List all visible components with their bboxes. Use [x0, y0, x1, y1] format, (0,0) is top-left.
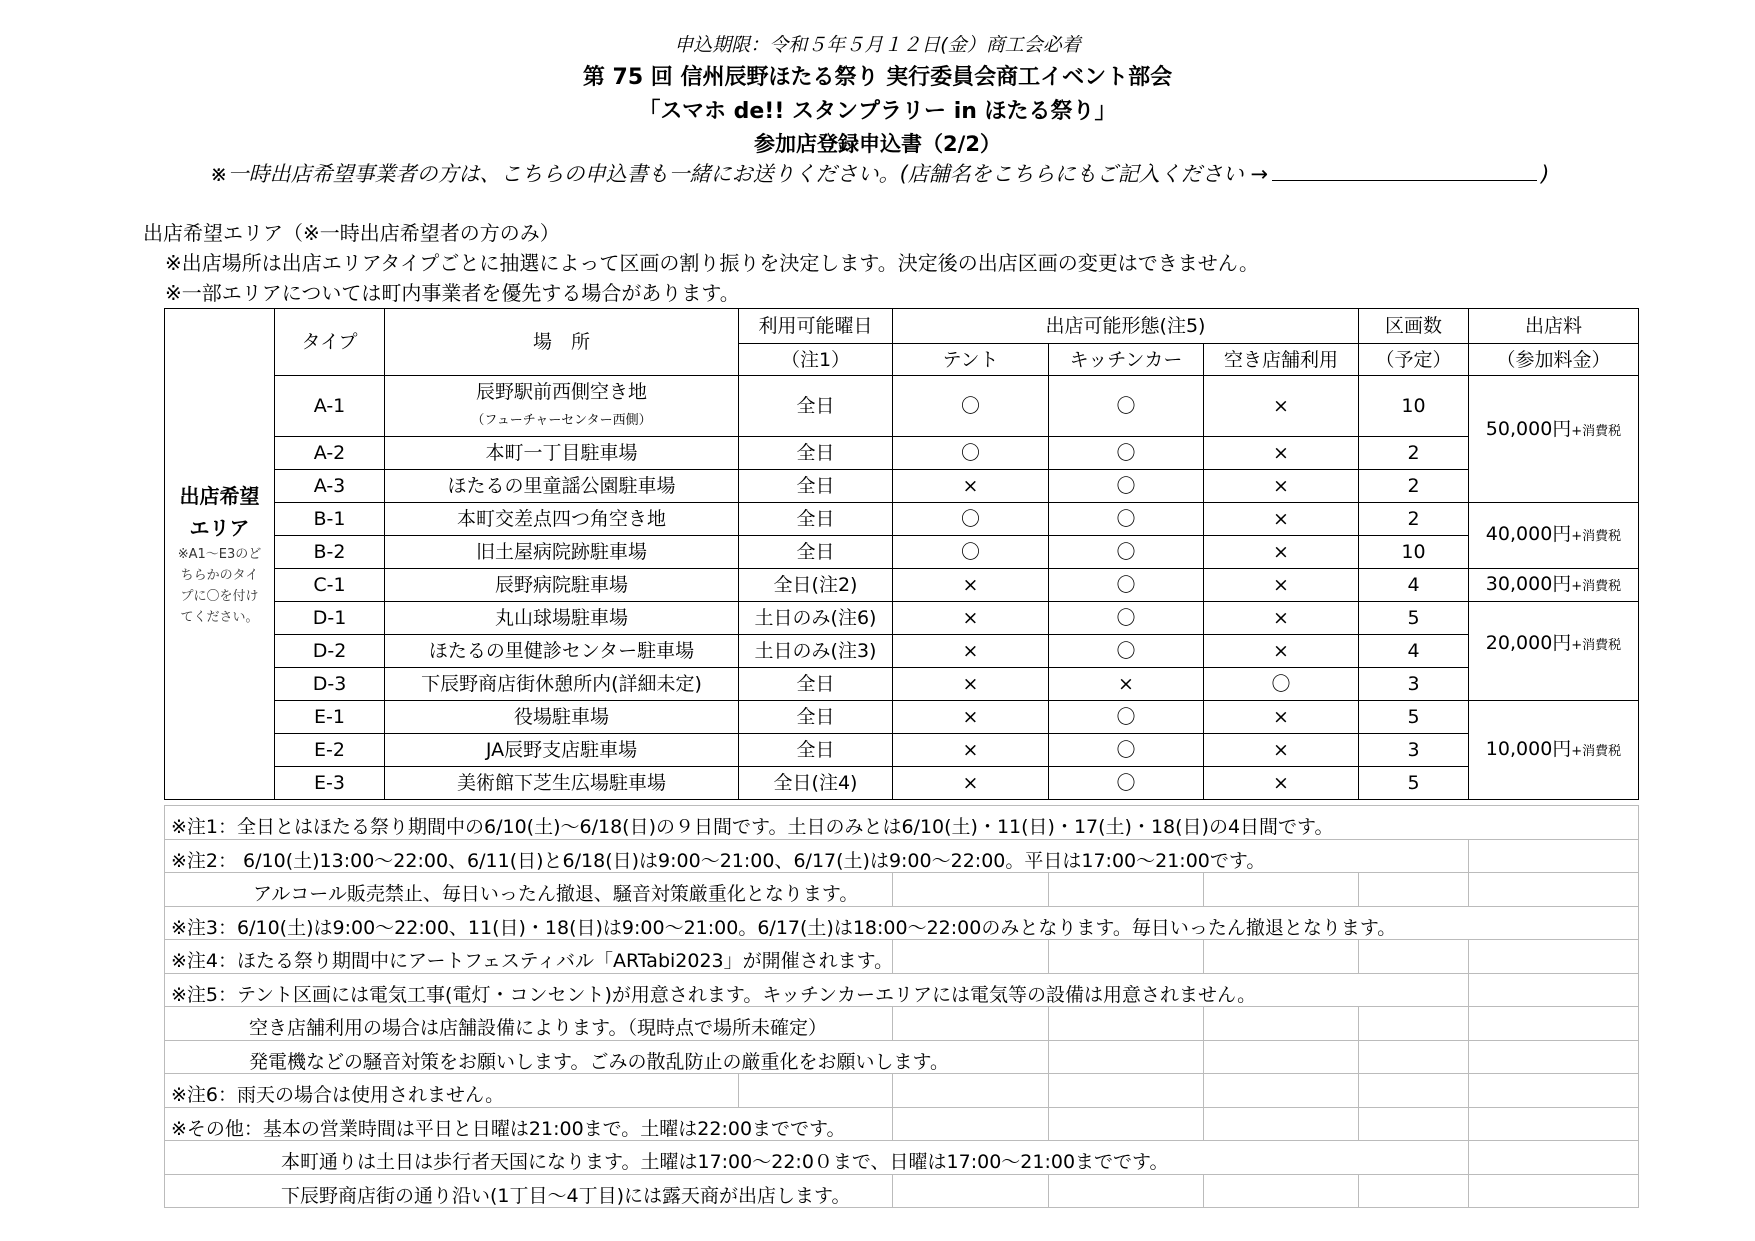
note-2: ※注2： 6/10(土)13:00〜22:00、6/11(日)と6/18(日)は9:00〜21:00、6/17(土)は9:00〜22:00。平日は17:00〜21:00です。 [165, 839, 1469, 873]
type-cell[interactable]: B-1 [275, 503, 385, 536]
count-cell: 3 [1359, 668, 1469, 701]
place-cell: ほたるの里健診センター駐車場 [385, 635, 739, 668]
kitchen-cell: 〇 [1049, 536, 1204, 569]
note-row [165, 873, 1639, 907]
header-place: 場 所 [385, 309, 739, 376]
stamp-rally-title: 「スマホ de!! スタンプラリー in ほたる祭り」 [638, 99, 1117, 124]
type-cell[interactable]: E-3 [275, 767, 385, 800]
place-cell: 本町交差点四つ角空き地 [385, 503, 739, 536]
header-fee-note: （参加料金） [1469, 344, 1639, 376]
header-fee: 出店料 [1469, 309, 1639, 344]
note-other-cont-2: 下辰野商店街の通り沿い(1丁目〜4丁目)には露天商が出店します。 [165, 1174, 893, 1208]
header-tent: テント [893, 344, 1049, 376]
days-cell: 全日 [739, 668, 893, 701]
area-table [164, 308, 1639, 800]
kitchen-cell: 〇 [1049, 701, 1204, 734]
note-other-cont-1: 本町通りは土日は歩行者天国になります。土曜は17:00〜22:0０まで、日曜は17:00〜21:00までです。 [165, 1141, 1469, 1175]
count-cell: 2 [1359, 470, 1469, 503]
table-row [165, 503, 1639, 536]
table-row [165, 536, 1639, 569]
note-4: ※注4：ほたる祭り期間中にアートフェスティバル「ARTabi2023」が開催されます。 [165, 940, 893, 974]
place-cell: 下辰野商店街休憩所内(詳細未定) [385, 668, 739, 701]
tent-cell: × [893, 767, 1049, 800]
note-2-cont: アルコール販売禁止、毎日いったん撤退、騒音対策厳重化となります。 [165, 873, 893, 907]
vacant-cell: × [1204, 437, 1359, 470]
type-cell[interactable]: D-2 [275, 635, 385, 668]
tent-cell: × [893, 668, 1049, 701]
table-row [165, 668, 1639, 701]
days-cell: 全日 [739, 734, 893, 767]
place-cell: 役場駐車場 [385, 701, 739, 734]
tent-cell: × [893, 569, 1049, 602]
days-cell: 全日(注2) [739, 569, 893, 602]
kitchen-cell: 〇 [1049, 437, 1204, 470]
note-5: ※注5：テント区画には電気工事(電灯・コンセント)が用意されます。キッチンカーエリアには電気等の設備は用意されません。 [165, 973, 1469, 1007]
vacant-cell: × [1204, 503, 1359, 536]
note-5-cont-2: 発電機などの騒音対策をお願いします。ごみの散乱防止の厳重化をお願いします。 [165, 1040, 1049, 1074]
type-cell[interactable]: A-2 [275, 437, 385, 470]
area-note-lottery: ※出店場所は出店エリアタイプごとに抽選によって区画の割り振りを決定します。決定後の出店区画の変更はできません。 [165, 251, 1259, 275]
type-cell[interactable]: D-3 [275, 668, 385, 701]
table-row [165, 437, 1639, 470]
header-days: 利用可能曜日 [739, 309, 893, 344]
note-row [165, 973, 1639, 1007]
note-row [165, 1141, 1639, 1175]
days-cell: 全日 [739, 503, 893, 536]
note-5-cont-1: 空き店舗利用の場合は店舗設備によります。（現時点で場所未確定） [165, 1007, 893, 1041]
instruction-text: ※一時出店希望事業者の方は、こちらの申込書も一緒にお送りください。(店舗名をこちらにもご記入ください → [210, 162, 1269, 186]
place-cell: 丸山球場駐車場 [385, 602, 739, 635]
note-row [165, 1040, 1639, 1074]
tent-cell: 〇 [893, 376, 1049, 437]
place-cell: 辰野病院駐車場 [385, 569, 739, 602]
tent-cell: 〇 [893, 536, 1049, 569]
tent-cell: × [893, 602, 1049, 635]
note-row [165, 1074, 1639, 1108]
type-cell[interactable]: B-2 [275, 536, 385, 569]
vacant-cell: × [1204, 470, 1359, 503]
days-cell: 全日 [739, 536, 893, 569]
days-cell: 土日のみ(注3) [739, 635, 893, 668]
note-row [165, 940, 1639, 974]
header-count: 区画数 [1359, 309, 1469, 344]
header-days-note: （注1） [739, 344, 893, 376]
count-cell: 10 [1359, 376, 1469, 437]
tent-cell: × [893, 734, 1049, 767]
count-cell: 5 [1359, 767, 1469, 800]
days-cell: 全日 [739, 437, 893, 470]
store-name-instruction [210, 158, 1549, 188]
header-type: タイプ [275, 309, 385, 376]
note-row [165, 1107, 1639, 1141]
table-header-row [165, 309, 1639, 344]
fee-cell: 30,000円+消費税 [1469, 569, 1639, 602]
header-count-note: （予定） [1359, 344, 1469, 376]
type-cell[interactable]: C-1 [275, 569, 385, 602]
table-row [165, 767, 1639, 800]
note-6: ※注6：雨天の場合は使用されません。 [165, 1074, 739, 1108]
fee-cell: 40,000円+消費税 [1469, 503, 1639, 569]
note-row [165, 1174, 1639, 1208]
count-cell: 2 [1359, 503, 1469, 536]
area-heading: 出店希望エリア（※一時出店希望者の方のみ） [143, 221, 560, 245]
area-note-priority: ※一部エリアについては町内事業者を優先する場合があります。 [165, 281, 740, 305]
vacant-cell: × [1204, 734, 1359, 767]
vacant-cell: 〇 [1204, 668, 1359, 701]
count-cell: 5 [1359, 602, 1469, 635]
type-cell[interactable]: A-1 [275, 376, 385, 437]
side-title: 出店希望 エリア [179, 484, 260, 540]
kitchen-cell: 〇 [1049, 635, 1204, 668]
deadline-text: 申込期限：令和５年５月１２日(金）商工会必着 [674, 34, 1081, 56]
side-label-cell [165, 309, 275, 800]
fee-cell: 20,000円+消費税 [1469, 602, 1639, 701]
note-row [165, 1007, 1639, 1041]
event-title: 第 75 回 信州辰野ほたる祭り 実行委員会商工イベント部会 [582, 65, 1173, 90]
notes-table [164, 805, 1639, 1208]
note-other: ※その他：基本の営業時間は平日と日曜は21:00まで。土曜は22:00までです。 [165, 1107, 893, 1141]
type-cell[interactable]: D-1 [275, 602, 385, 635]
tent-cell: × [893, 635, 1049, 668]
table-row [165, 602, 1639, 635]
days-cell: 全日 [739, 701, 893, 734]
table-row [165, 635, 1639, 668]
header-kitchen: キッチンカー [1049, 344, 1204, 376]
type-cell[interactable]: E-2 [275, 734, 385, 767]
place-cell: ほたるの里童謡公園駐車場 [385, 470, 739, 503]
kitchen-cell: 〇 [1049, 470, 1204, 503]
header-forms: 出店可能形態(注5) [893, 309, 1359, 344]
tent-cell: 〇 [893, 503, 1049, 536]
vacant-cell: × [1204, 536, 1359, 569]
count-cell: 2 [1359, 437, 1469, 470]
side-note: ※A1〜E3のどちらかのタイプに〇を付けてください。 [177, 547, 262, 625]
days-cell: 全日 [739, 470, 893, 503]
tent-cell: 〇 [893, 437, 1049, 470]
tent-cell: × [893, 701, 1049, 734]
table-row [165, 701, 1639, 734]
vacant-cell: × [1204, 602, 1359, 635]
count-cell: 4 [1359, 635, 1469, 668]
fee-cell: 10,000円+消費税 [1469, 701, 1639, 800]
fee-cell: 50,000円+消費税 [1469, 376, 1639, 503]
table-row [165, 734, 1639, 767]
count-cell: 5 [1359, 701, 1469, 734]
kitchen-cell: 〇 [1049, 602, 1204, 635]
note-1: ※注1：全日とはほたる祭り期間中の6/10(土)〜6/18(日)の９日間です。土日のみとは6/10(土)・11(日)・17(土)・18(日)の4日間です。 [165, 806, 1639, 840]
form-title: 参加店登録申込書（2/2） [754, 132, 1001, 156]
table-row [165, 470, 1639, 503]
note-row [165, 906, 1639, 940]
days-cell: 土日のみ(注6) [739, 602, 893, 635]
count-cell: 4 [1359, 569, 1469, 602]
place-cell: 辰野駅前西側空き地 （フューチャーセンター西側） [385, 376, 739, 437]
days-cell: 全日(注4) [739, 767, 893, 800]
count-cell: 10 [1359, 536, 1469, 569]
instruction-close-paren: ) [1541, 162, 1550, 186]
store-name-blank[interactable] [1272, 162, 1537, 181]
place-cell: 本町一丁目駐車場 [385, 437, 739, 470]
vacant-cell: × [1204, 569, 1359, 602]
kitchen-cell: 〇 [1049, 376, 1204, 437]
note-3: ※注3：6/10(土)は9:00〜22:00、11(日)・18(日)は9:00〜21:00。6/17(土)は18:00〜22:00のみとなります。毎日いったん撤退となります。 [165, 906, 1639, 940]
type-cell[interactable]: E-1 [275, 701, 385, 734]
vacant-cell: × [1204, 376, 1359, 437]
place-cell: 旧土屋病院跡駐車場 [385, 536, 739, 569]
note-row [165, 839, 1639, 873]
vacant-cell: × [1204, 701, 1359, 734]
kitchen-cell: 〇 [1049, 503, 1204, 536]
kitchen-cell: 〇 [1049, 767, 1204, 800]
type-cell[interactable]: A-3 [275, 470, 385, 503]
count-cell: 3 [1359, 734, 1469, 767]
kitchen-cell: 〇 [1049, 734, 1204, 767]
tent-cell: × [893, 470, 1049, 503]
place-cell: JA辰野支店駐車場 [385, 734, 739, 767]
kitchen-cell: × [1049, 668, 1204, 701]
days-cell: 全日 [739, 376, 893, 437]
vacant-cell: × [1204, 635, 1359, 668]
kitchen-cell: 〇 [1049, 569, 1204, 602]
place-cell: 美術館下芝生広場駐車場 [385, 767, 739, 800]
header-vacant: 空き店舗利用 [1204, 344, 1359, 376]
note-row [165, 806, 1639, 840]
table-row [165, 569, 1639, 602]
table-row [165, 376, 1639, 437]
vacant-cell: × [1204, 767, 1359, 800]
